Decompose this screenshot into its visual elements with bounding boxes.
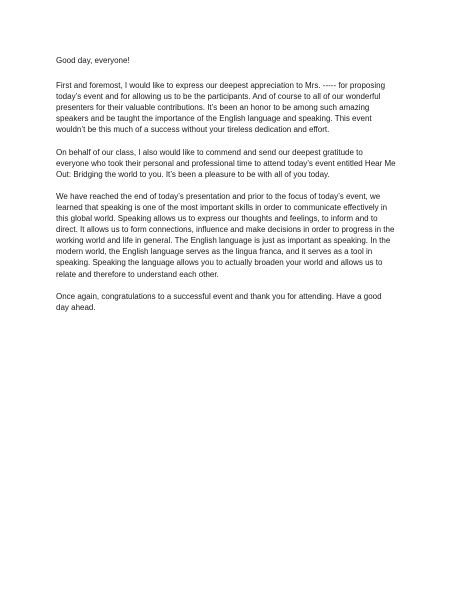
- text-line: presenters for their valuable contributions. It’s been an honor to be among such amazing: [56, 103, 370, 113]
- paragraph-appreciation: [56, 80, 419, 135]
- paragraph-gratitude: [56, 147, 419, 180]
- text-line: On behalf of our class, I also would like to commend and send our deepest gratitude to: [56, 147, 363, 157]
- text-line: day ahead.: [56, 302, 96, 312]
- document-body: [56, 55, 419, 324]
- text-line: wouldn’t be this much of a success without your tireless dedication and effort.: [56, 125, 330, 135]
- text-line: speakers and be taught the importance of the English language and speaking. This event: [56, 114, 372, 124]
- paragraph-summary: [56, 191, 419, 280]
- paragraph-closing: [56, 291, 419, 313]
- text-line: working world and life in general. The English language is just as important as speaking. In the: [56, 236, 391, 246]
- text-line: everyone who took their personal and professional time to attend today’s event entitled Hear Me: [56, 158, 396, 168]
- greeting-line: Good day, everyone!: [56, 56, 130, 65]
- text-line: modern world, the English language serves as the lingua franca, and it serves as a tool in: [56, 247, 373, 257]
- text-line: learned that speaking is one of the most important skills in order to communicate effectively in: [56, 202, 388, 212]
- text-line: relate and therefore to understand each other.: [56, 269, 219, 279]
- text-line: First and foremost, I would like to express our deepest appreciation to Mrs. ----- for proposing: [56, 81, 386, 91]
- text-line: speaking. Speaking the language allows you to actually broaden your world and allows us to: [56, 258, 383, 268]
- text-line: Once again, congratulations to a successful event and thank you for attending. Have a good: [56, 291, 382, 301]
- text-line: We have reached the end of today’s presentation and prior to the focus of today’s event, we: [56, 191, 381, 201]
- text-line: direct. It allows us to form connections, influence and make decisions in order to progress in the: [56, 225, 395, 235]
- text-line: Out: Bridging the world to you. It’s been a pleasure to be with all of you today.: [56, 169, 330, 179]
- text-line: this global world. Speaking allows us to express our thoughts and feelings, to inform and to: [56, 214, 378, 224]
- text-line: today’s event and for allowing us to be the participants. And of course to all of our wonderful: [56, 92, 381, 102]
